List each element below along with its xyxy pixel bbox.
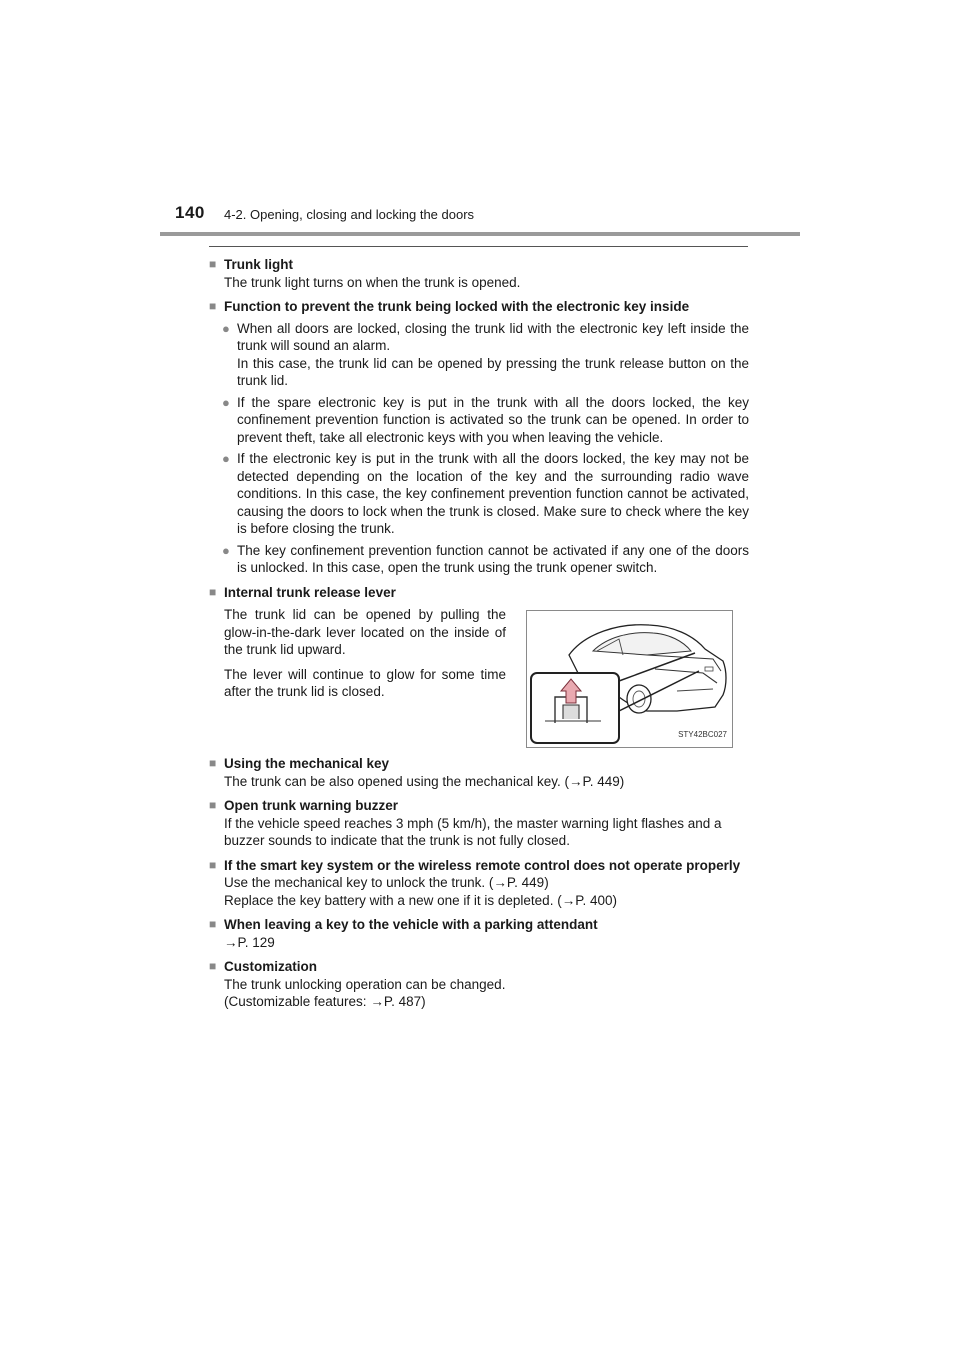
text: ) (612, 892, 617, 908)
text: (Customizable features: (224, 994, 371, 1009)
bullet-text-extra: In this case, the trunk lid can be opened by pressing the trunk release button on the trunk lid. (237, 355, 749, 388)
paragraph (209, 993, 749, 1011)
header-rule (160, 232, 800, 236)
arrow-right-icon: → (493, 875, 507, 890)
content-divider (209, 246, 748, 247)
bullet-item (209, 450, 749, 538)
heading-buzzer (209, 797, 749, 815)
page-reference[interactable]: P. 449 (582, 773, 620, 789)
heading-key-inside (209, 298, 749, 316)
square-bullet-icon: ■ (209, 798, 217, 812)
section-title: 4-2. Opening, closing and locking the doors (224, 207, 475, 222)
heading-smart-key (209, 857, 749, 875)
square-bullet-icon: ■ (209, 584, 217, 599)
heading-text: Open trunk warning buzzer (224, 798, 399, 813)
paragraph: If the vehicle speed reaches 3 mph (5 km/h), the master warning light flashes and a buzzer sounds to indicate that the trunk is not fully closed. (224, 815, 722, 848)
square-bullet-icon: ■ (209, 917, 217, 931)
page-number: 140 (175, 203, 205, 222)
heading-text: If the smart key system or the wireless remote control does not operate properly (224, 857, 741, 873)
square-bullet-icon: ■ (209, 857, 217, 872)
text: ) (619, 773, 625, 789)
release-lever-text (224, 606, 506, 708)
page-reference[interactable]: P. 400 (575, 892, 613, 908)
heading-text: Function to prevent the trunk being locked with the electronic key inside (224, 299, 690, 314)
circle-bullet-icon: ● (222, 451, 230, 466)
arrow-right-icon: → (561, 892, 576, 908)
paragraph: The trunk unlocking operation can be changed. (224, 976, 506, 992)
heading-release-lever (209, 584, 749, 602)
heading-customization (209, 958, 749, 976)
paragraph (209, 874, 749, 892)
arrow-right-icon: → (370, 994, 384, 1009)
text: ) (544, 875, 549, 890)
heading-text: Internal trunk release lever (224, 584, 396, 600)
text: Replace the key battery with a new one if it is depleted. ( (224, 892, 562, 908)
bullet-item (209, 542, 749, 577)
heading-text: When leaving a key to the vehicle with a parking attendant (224, 917, 598, 932)
page-reference[interactable]: P. 449 (506, 875, 545, 890)
text: ) (421, 994, 426, 1009)
heading-text: Customization (224, 959, 317, 974)
page-content (209, 256, 749, 1011)
square-bullet-icon: ■ (209, 299, 217, 313)
heading-trunk-light (209, 256, 749, 274)
trunk-lever-illustration (526, 610, 733, 748)
figure-code: STY42BC027 (678, 729, 727, 739)
paragraph: The trunk light turns on when the trunk is opened. (224, 274, 521, 290)
heading-text: Trunk light (224, 257, 293, 272)
text: The trunk can be also opened using the mechanical key. ( (224, 773, 569, 789)
heading-attendant (209, 916, 749, 934)
paragraph (209, 934, 749, 952)
circle-bullet-icon: ● (222, 542, 230, 558)
bullet-text: When all doors are locked, closing the trunk lid with the electronic key left inside the trunk will sound an alarm. (237, 320, 749, 353)
page-reference[interactable]: P. 487 (383, 994, 422, 1009)
circle-bullet-icon: ● (222, 394, 230, 410)
arrow-right-icon: → (568, 773, 583, 789)
paragraph: The trunk lid can be opened by pulling the glow-in-the-dark lever located on the inside of the trunk lid upward. (224, 607, 506, 657)
text: Use the mechanical key to unlock the trunk. ( (224, 875, 494, 890)
square-bullet-icon: ■ (209, 257, 217, 271)
bullet-text: The key confinement prevention function cannot be activated if any one of the doors is unlocked. In this case, open the trunk using the trunk opener switch. (237, 542, 749, 575)
square-bullet-icon: ■ (209, 756, 217, 770)
paragraph: The lever will continue to glow for some time after the trunk lid is closed. (224, 666, 506, 699)
page-header (0, 0, 960, 240)
heading-mechanical-key (209, 755, 749, 773)
circle-bullet-icon: ● (222, 320, 230, 336)
bullet-text: If the electronic key is put in the trunk with all the doors locked, the key may not be detected depending on the location of the key and the surrounding radio wave conditions. In this case, the key confinement prevention function cannot be activated, causing the doors to lock when the trunk is closed. Make sure to check where the key is before closing the trunk. (237, 451, 749, 536)
paragraph (209, 773, 749, 791)
bullet-item (209, 394, 749, 447)
bullet-item (209, 320, 749, 390)
arrow-right-icon: → (224, 934, 238, 950)
release-lever-block (209, 604, 749, 748)
paragraph (209, 892, 749, 910)
square-bullet-icon: ■ (209, 959, 217, 973)
page-reference[interactable]: P. 129 (237, 934, 275, 950)
bullet-text: If the spare electronic key is put in the trunk with all the doors locked, the key confinement prevention function is activated so the trunk can be opened. In order to prevent theft, take all electronic keys with you when leaving the vehicle. (237, 394, 749, 445)
heading-text: Using the mechanical key (224, 756, 390, 771)
